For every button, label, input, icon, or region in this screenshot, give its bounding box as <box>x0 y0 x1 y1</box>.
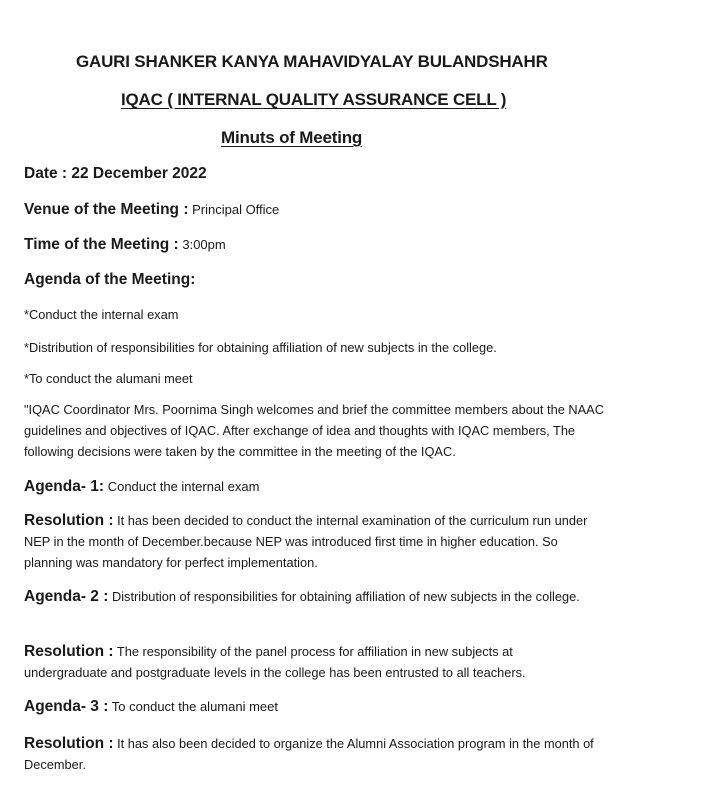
agenda-point: *To conduct the alumani meet <box>24 371 193 386</box>
college-name: GAURI SHANKER KANYA MAHAVIDYALAY BULANDSHAHR <box>76 52 548 71</box>
agenda-3-text: To conduct the alumani meet <box>108 699 278 714</box>
resolution-1-label: Resolution : <box>24 512 114 529</box>
agenda-3-label: Agenda- 3 : <box>24 698 109 715</box>
agenda-1-text: Conduct the internal exam <box>104 479 260 494</box>
venue-value: Principal Office <box>188 202 280 217</box>
document-title: Minuts of Meeting <box>221 128 363 147</box>
resolution-1 <box>24 510 604 573</box>
resolution-1-text: It has been decided to conduct the internal examination of the curriculum run under NEP in the month of December.because NEP was introduced first time in higher education. So planning was mandatory for perfect implementation. <box>24 513 588 570</box>
agenda-3 <box>24 698 278 716</box>
meeting-time <box>24 236 226 254</box>
time-label: Time of the Meeting : <box>24 236 179 253</box>
agenda-2-label: Agenda- 2 : <box>24 588 109 605</box>
meeting-venue <box>24 201 279 219</box>
resolution-2-label: Resolution : <box>24 643 114 660</box>
agenda-1 <box>24 478 259 496</box>
resolution-3 <box>24 733 594 775</box>
resolution-3-text: It has also been decided to organize the Alumni Association program in the month of December. <box>24 736 594 772</box>
resolution-2 <box>24 641 584 683</box>
venue-label: Venue of the Meeting : <box>24 201 189 218</box>
date-text: Date : 22 December 2022 <box>24 165 207 182</box>
agenda-1-label: Agenda- 1: <box>24 478 105 495</box>
meeting-date <box>24 165 207 183</box>
resolution-3-label: Resolution : <box>24 735 114 752</box>
time-value: 3:00pm <box>178 237 226 252</box>
intro-paragraph: "IQAC Coordinator Mrs. Poornima Singh welcomes and brief the committee members about the NAAC guidelines and objectives of IQAC. After exchange of idea and thoughts with IQAC members, The following decisions were taken by the committee in the meeting of the IQAC. <box>24 402 604 459</box>
agenda-point: *Distribution of responsibilities for obtaining affiliation of new subjects in the college. <box>24 340 497 355</box>
resolution-2-text: The responsibility of the panel process for affiliation in new subjects at undergraduate and postgraduate levels in the college has been entrusted to all teachers. <box>24 644 526 680</box>
agenda-2 <box>24 586 604 607</box>
agenda-2-text: Distribution of responsibilities for obtaining affiliation of new subjects in the college. <box>108 589 580 604</box>
agenda-point: *Conduct the internal exam <box>24 307 179 322</box>
agenda-heading <box>24 271 195 289</box>
agenda-heading-text: Agenda of the Meeting: <box>24 271 196 288</box>
iqac-title: IQAC ( INTERNAL QUALITY ASSURANCE CELL ) <box>121 90 507 109</box>
